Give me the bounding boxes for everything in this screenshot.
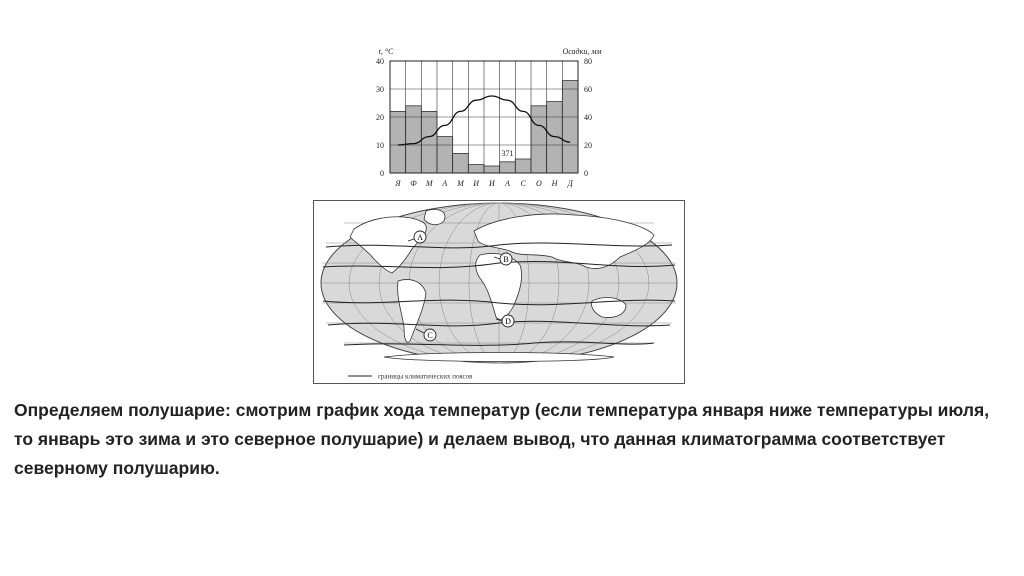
x-tick-label: А [442, 179, 448, 188]
x-tick-label: М [425, 179, 433, 188]
map-legend-label: границы климатических поясов [378, 372, 473, 381]
precip-bar [390, 111, 406, 173]
x-tick-label: И [473, 179, 480, 188]
marker-b-label: B [503, 255, 509, 264]
precip-bar [406, 106, 422, 173]
greenland [424, 209, 445, 224]
x-tick-label: Н [551, 179, 558, 188]
precip-bar [421, 111, 437, 173]
climatogram-svg [360, 42, 610, 192]
precip-bar [484, 166, 500, 173]
x-tick-label: Ф [410, 179, 417, 188]
precip-bar [500, 162, 516, 173]
x-tick-label: М [457, 179, 464, 188]
x-tick-label: Д [567, 179, 573, 188]
climatogram-chart [360, 42, 610, 192]
y-right-tick-label: 20 [584, 141, 592, 150]
y-right-tick-label: 0 [584, 169, 588, 178]
marker-d-label: D [505, 317, 511, 326]
y-right-tick-label: 80 [584, 57, 592, 66]
y-left-tick-label: 10 [376, 141, 384, 150]
precip-bar [531, 106, 547, 173]
map-legend [348, 373, 473, 381]
marker-c-label: C [427, 331, 433, 340]
annual-precip-annotation: 371 [501, 149, 514, 159]
y-left-tick-label: 0 [380, 169, 384, 178]
y-right-tick-label: 60 [584, 85, 592, 94]
world-map-svg [314, 201, 684, 383]
antarctica [384, 353, 614, 362]
x-tick-label: О [535, 179, 542, 188]
precip-bar [468, 165, 484, 173]
world-climate-map [313, 200, 685, 384]
explanation-paragraph: Определяем полушарие: смотрим график хода температур (если температура января ниже температуры июля, то январь это зима и это северное полушарие) и делаем вывод, что данная климатограмма соответствует северному полушарию. [14, 400, 990, 478]
marker-a-label: A [417, 233, 423, 242]
precip-bar [562, 81, 578, 173]
precip-bar [515, 159, 531, 173]
x-tick-label: И [488, 179, 495, 188]
y-right-axis-title: Осадки, мм [562, 47, 602, 56]
y-left-axis-title: t, °C [378, 47, 394, 56]
precip-bar [437, 137, 453, 173]
precip-bar [453, 153, 469, 173]
x-tick-label: А [505, 179, 510, 188]
y-left-tick-label: 40 [376, 57, 384, 66]
x-tick-label: Я [395, 179, 401, 188]
x-tick-label: С [520, 179, 526, 188]
y-left-tick-label: 20 [376, 113, 384, 122]
y-left-tick-label: 30 [376, 85, 384, 94]
y-right-tick-label: 40 [584, 113, 592, 122]
